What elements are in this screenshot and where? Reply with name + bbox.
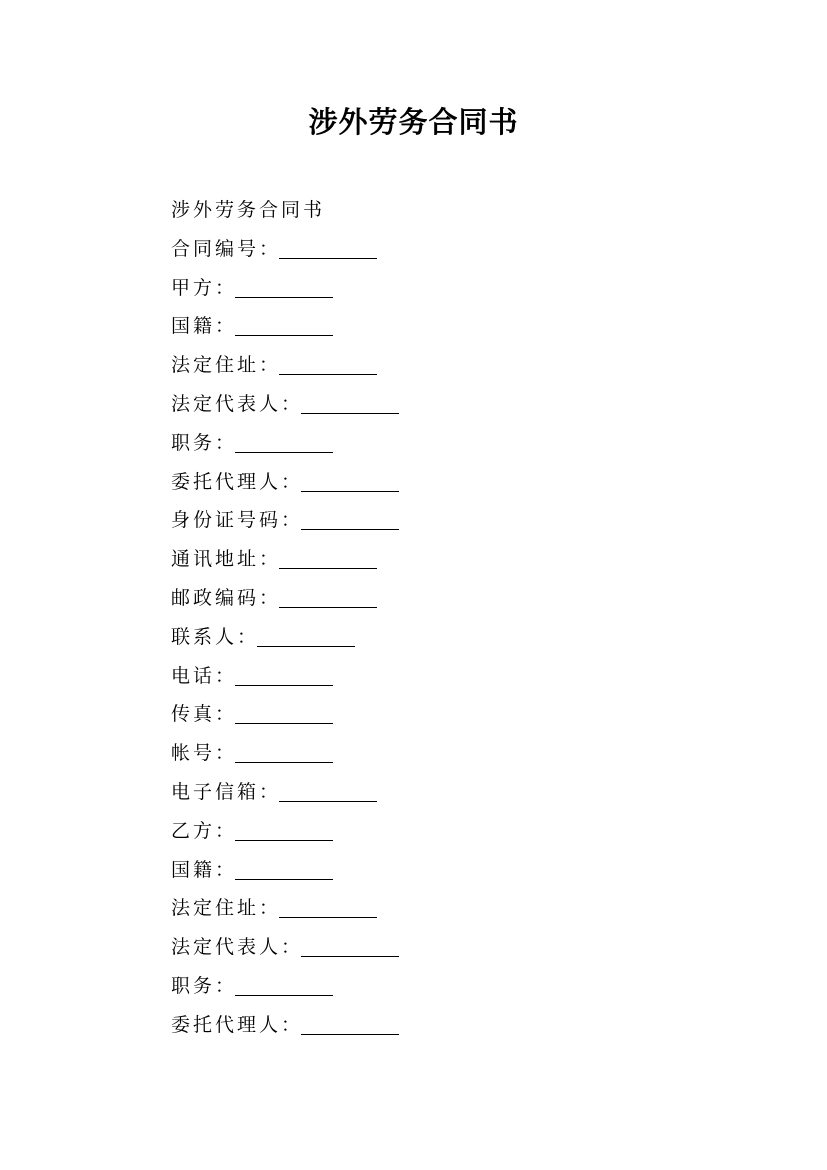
blank-line — [301, 471, 399, 492]
field-label: 电子信箱： — [171, 780, 282, 803]
field-label: 法定住址： — [171, 897, 282, 920]
field-mailing-address-a — [171, 540, 771, 579]
field-label: 委托代理人： — [171, 1013, 304, 1036]
field-account-a — [171, 734, 771, 773]
field-legal-address-a — [171, 346, 771, 385]
field-agent-b — [171, 1006, 771, 1045]
field-position-a — [171, 424, 771, 463]
field-label: 邮政编码： — [171, 586, 282, 609]
blank-line — [235, 277, 333, 298]
field-label: 合同编号： — [171, 237, 282, 260]
blank-line — [279, 587, 377, 608]
blank-line — [279, 354, 377, 375]
field-label: 帐号： — [171, 742, 238, 765]
field-id-number-a — [171, 501, 771, 540]
blank-line — [235, 665, 333, 686]
blank-line — [301, 936, 399, 957]
field-legal-address-b — [171, 889, 771, 928]
field-label: 电话： — [171, 664, 238, 687]
field-fax-a — [171, 695, 771, 734]
document-body — [171, 191, 771, 1045]
field-contact-a — [171, 618, 771, 657]
blank-line — [257, 626, 355, 647]
blank-line — [235, 820, 333, 841]
blank-line — [235, 703, 333, 724]
field-label: 职务： — [171, 974, 238, 997]
blank-line — [235, 742, 333, 763]
field-position-b — [171, 967, 771, 1006]
field-email-a — [171, 773, 771, 812]
field-postal-code-a — [171, 579, 771, 618]
blank-line — [301, 1014, 399, 1035]
blank-line — [279, 781, 377, 802]
field-nationality-a — [171, 307, 771, 346]
field-nationality-b — [171, 851, 771, 890]
blank-line — [235, 315, 333, 336]
field-label: 国籍： — [171, 315, 238, 338]
field-legal-representative-b — [171, 928, 771, 967]
field-label: 甲方： — [171, 276, 238, 299]
field-label: 通讯地址： — [171, 548, 282, 571]
document-subtitle: 涉外劳务合同书 — [171, 199, 326, 221]
field-legal-representative-a — [171, 385, 771, 424]
field-label: 法定住址： — [171, 354, 282, 377]
blank-line — [279, 548, 377, 569]
blank-line — [235, 975, 333, 996]
blank-line — [235, 432, 333, 453]
field-contract-number — [171, 230, 771, 269]
field-party-a — [171, 269, 771, 308]
field-label: 乙方： — [171, 819, 238, 842]
field-label: 法定代表人： — [171, 392, 304, 415]
document-title: 涉外劳务合同书 — [308, 105, 519, 139]
blank-line — [279, 238, 377, 259]
field-label: 职务： — [171, 431, 238, 454]
blank-line — [235, 859, 333, 880]
blank-line — [301, 509, 399, 530]
blank-line — [301, 393, 399, 414]
field-label: 委托代理人： — [171, 470, 304, 493]
field-label: 法定代表人： — [171, 936, 304, 959]
field-phone-a — [171, 657, 771, 696]
field-label: 国籍： — [171, 858, 238, 881]
field-label: 身份证号码： — [171, 509, 304, 532]
blank-line — [279, 897, 377, 918]
field-label: 联系人： — [171, 625, 260, 648]
field-label: 传真： — [171, 703, 238, 726]
field-party-b — [171, 812, 771, 851]
field-agent-a — [171, 463, 771, 502]
